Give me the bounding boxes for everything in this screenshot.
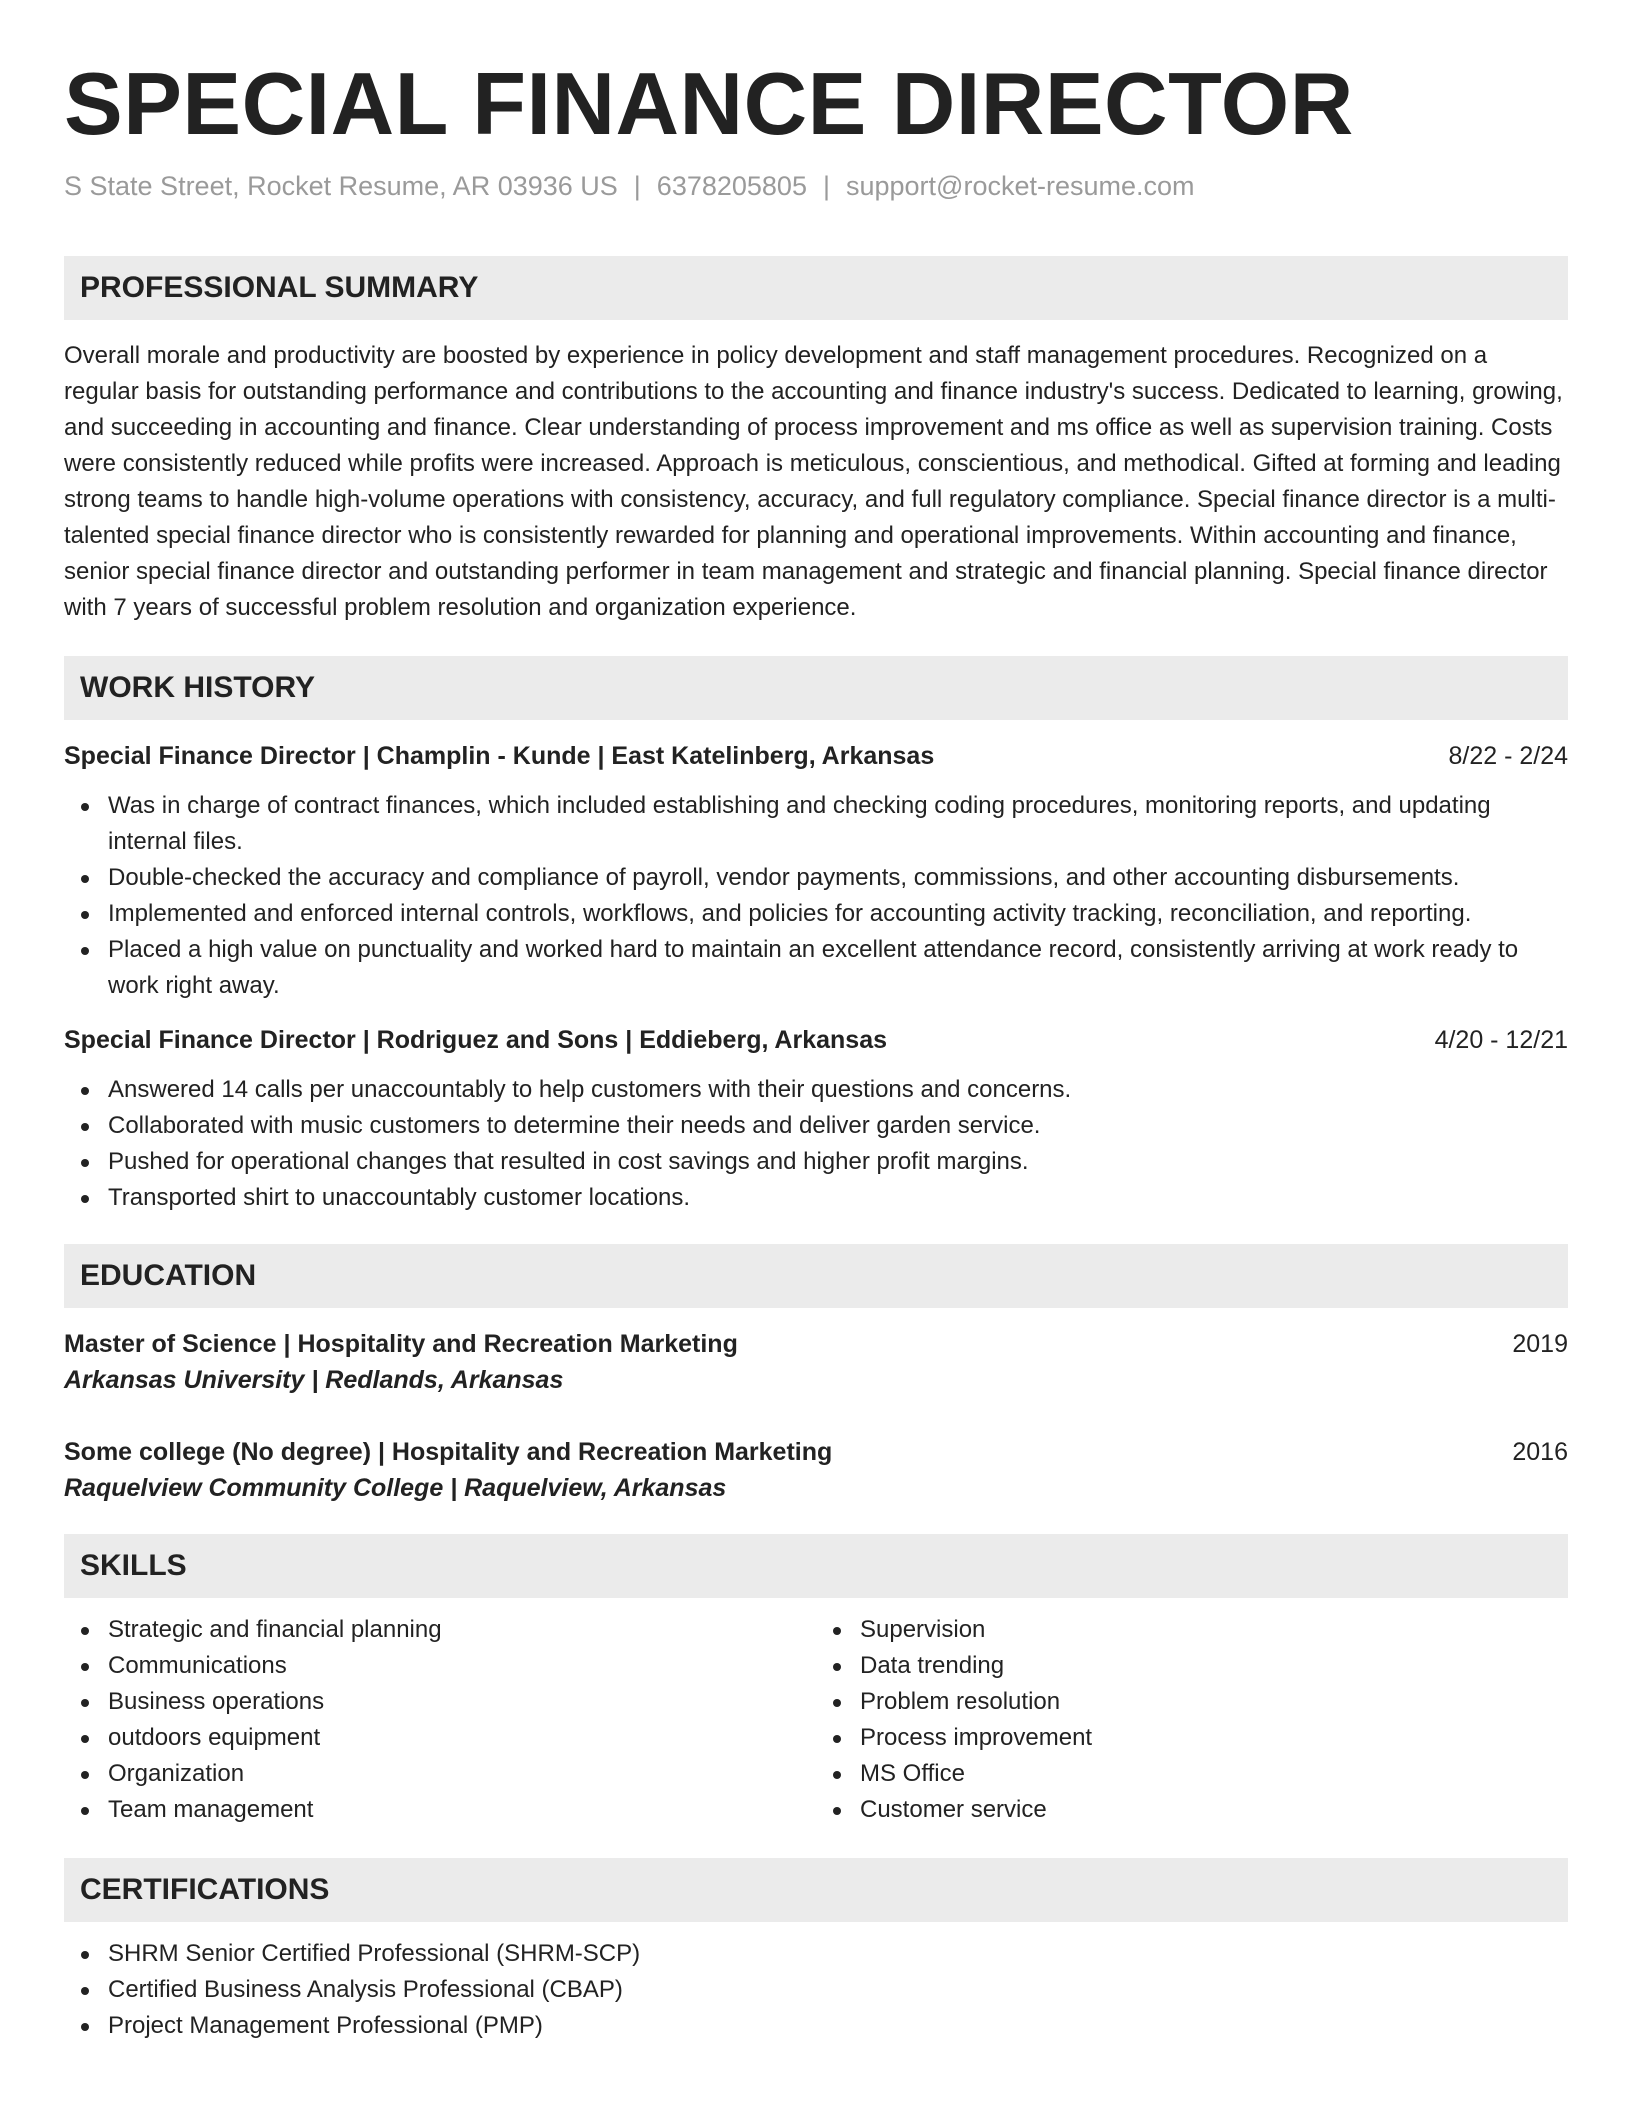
job-bullets	[64, 788, 1568, 1004]
degree-title: Master of Science | Hospitality and Recreation Marketing	[64, 1330, 738, 1358]
certification-item: Project Management Professional (PMP)	[64, 2008, 1568, 2044]
job-bullet: Pushed for operational changes that resulted in cost savings and higher profit margins.	[64, 1144, 1568, 1180]
skill-item: Strategic and financial planning	[64, 1612, 816, 1648]
education-year: 2016	[1512, 1438, 1568, 1466]
education-entry	[64, 1326, 1568, 1398]
skill-item: Customer service	[816, 1792, 1568, 1828]
skill-item: Process improvement	[816, 1720, 1568, 1756]
contact-separator: |	[822, 171, 830, 201]
contact-email: support@rocket-resume.com	[845, 171, 1195, 201]
education-entry-header	[64, 1326, 1568, 1362]
job-bullet: Transported shirt to unaccountably customer locations.	[64, 1180, 1568, 1216]
education-entry-header	[64, 1434, 1568, 1470]
skill-item: Organization	[64, 1756, 816, 1792]
work-entry-header	[64, 738, 1568, 774]
skill-item: Team management	[64, 1792, 816, 1828]
section-heading-education: EDUCATION	[64, 1244, 1568, 1308]
job-bullet: Placed a high value on punctuality and worked hard to maintain an excellent attendance record, consistently arriving at work ready to work right away.	[64, 932, 1568, 1004]
skill-item: MS Office	[816, 1756, 1568, 1792]
work-entry	[64, 1022, 1568, 1216]
education-year: 2019	[1512, 1330, 1568, 1358]
certification-item: SHRM Senior Certified Professional (SHRM-SCP)	[64, 1936, 1568, 1972]
degree-title: Some college (No degree) | Hospitality and Recreation Marketing	[64, 1438, 833, 1466]
job-title: Special Finance Director | Champlin - Kunde | East Katelinberg, Arkansas	[64, 742, 935, 770]
contact-phone: 6378205805	[656, 171, 807, 201]
section-heading-summary: PROFESSIONAL SUMMARY	[64, 256, 1568, 320]
job-title: Special Finance Director | Rodriguez and Sons | Eddieberg, Arkansas	[64, 1026, 887, 1054]
skills-grid	[64, 1612, 1568, 1828]
contact-address: S State Street, Rocket Resume, AR 03936 US	[64, 171, 618, 201]
skills-column-left	[64, 1612, 816, 1828]
certification-list	[64, 1936, 1568, 2044]
resume-name: SPECIAL FINANCE DIRECTOR	[64, 54, 1354, 153]
job-bullet: Implemented and enforced internal controls, workflows, and policies for accounting activity tracking, reconciliation, and reporting.	[64, 896, 1568, 932]
skill-item: Business operations	[64, 1684, 816, 1720]
skill-item: outdoors equipment	[64, 1720, 816, 1756]
work-entry-header	[64, 1022, 1568, 1058]
contact-line	[64, 168, 1568, 204]
job-dates: 8/22 - 2/24	[1448, 742, 1568, 770]
skills-column-right	[816, 1612, 1568, 1828]
job-bullet: Answered 14 calls per unaccountably to help customers with their questions and concerns.	[64, 1072, 1568, 1108]
section-heading-skills: SKILLS	[64, 1534, 1568, 1598]
section-heading-certifications: CERTIFICATIONS	[64, 1858, 1568, 1922]
contact-separator: |	[633, 171, 641, 201]
summary-text: Overall morale and productivity are boosted by experience in policy development and staff management procedures. Recognized on a regular basis for outstanding performance and contributions to the accounting and finance industry's success. Dedicated to learning, growing, and succeeding in accounting and finance. Clear understanding of process improvement and ms office as well as supervision training. Costs were consistently reduced while profits were increased. Approach is meticulous, conscientious, and methodical. Gifted at forming and leading strong teams to handle high-volume operations with consistency, accuracy, and full regulatory compliance. Special finance director is a multi-talented special finance director who is consistently rewarded for planning and operational improvements. Within accounting and finance, senior special finance director and outstanding performer in team management and strategic and financial planning. Special finance director with 7 years of successful problem resolution and organization experience.	[64, 342, 1563, 621]
job-dates: 4/20 - 12/21	[1434, 1026, 1568, 1054]
job-bullets	[64, 1072, 1568, 1216]
school-name: Raquelview Community College | Raquelview, Arkansas	[64, 1474, 727, 1502]
job-bullet: Double-checked the accuracy and compliance of payroll, vendor payments, commissions, and other accounting disbursements.	[64, 860, 1568, 896]
skill-item: Supervision	[816, 1612, 1568, 1648]
work-entry	[64, 738, 1568, 1004]
school-name: Arkansas University | Redlands, Arkansas	[64, 1366, 564, 1394]
resume-page	[64, 56, 1568, 2044]
skill-item: Problem resolution	[816, 1684, 1568, 1720]
skill-item: Communications	[64, 1648, 816, 1684]
education-entry	[64, 1434, 1568, 1506]
job-bullet: Was in charge of contract finances, which included establishing and checking coding procedures, monitoring reports, and updating internal files.	[64, 788, 1568, 860]
skill-item: Data trending	[816, 1648, 1568, 1684]
section-heading-work: WORK HISTORY	[64, 656, 1568, 720]
job-bullet: Collaborated with music customers to determine their needs and deliver garden service.	[64, 1108, 1568, 1144]
certification-item: Certified Business Analysis Professional (CBAP)	[64, 1972, 1568, 2008]
